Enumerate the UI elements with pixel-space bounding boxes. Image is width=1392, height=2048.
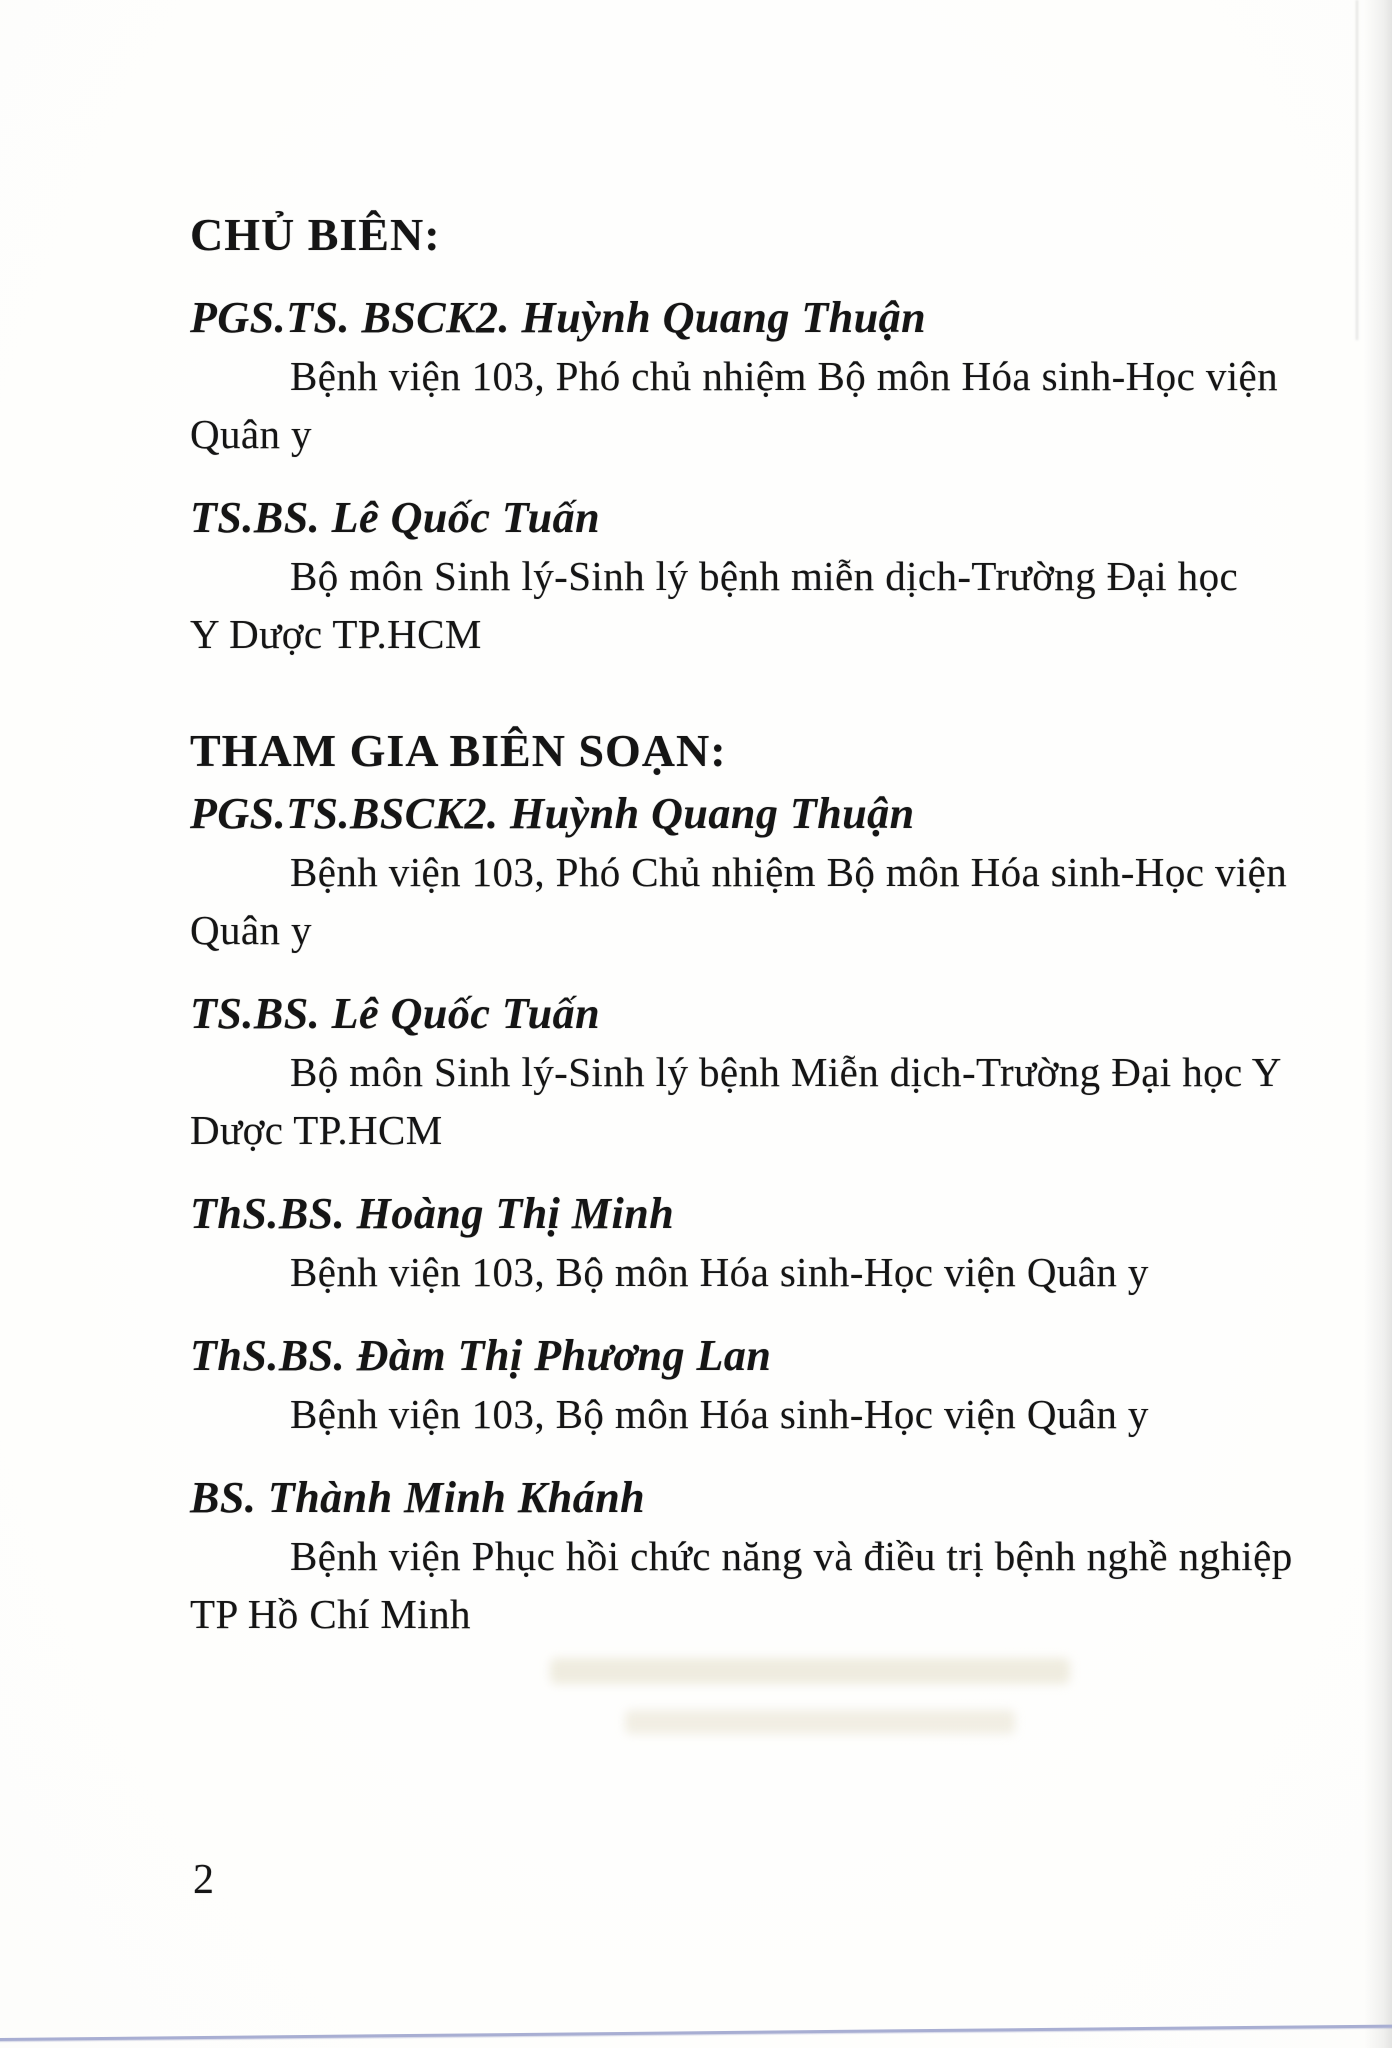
- author-name: TS.BS. Lê Quốc Tuấn: [190, 493, 601, 542]
- author-affiliation-line: Y Dược TP.HCM: [190, 611, 482, 657]
- author-affiliation-line: Bệnh viện 103, Phó Chủ nhiệm Bộ môn Hóa sinh-Học viện: [290, 849, 1288, 895]
- author-affiliation-line: Bộ môn Sinh lý-Sinh lý bệnh miễn dịch-Trường Đại học: [290, 553, 1239, 599]
- author-name: ThS.BS. Đàm Thị Phương Lan: [190, 1331, 772, 1380]
- author-entry: [190, 1327, 1370, 1443]
- author-name: ThS.BS. Hoàng Thị Minh: [190, 1189, 675, 1238]
- author-entry: [190, 289, 1370, 463]
- bleedthrough-ghost-text: [540, 1658, 1100, 1768]
- author-affiliation-line: Bệnh viện Phục hồi chức năng và điều trị bệnh nghề nghiệp: [290, 1533, 1293, 1579]
- author-affiliation-line: Bộ môn Sinh lý-Sinh lý bệnh Miễn dịch-Trường Đại học Y: [290, 1049, 1282, 1095]
- author-entry: [190, 985, 1370, 1159]
- author-name: TS.BS. Lê Quốc Tuấn: [190, 989, 601, 1038]
- section-heading: CHỦ BIÊN:: [190, 209, 441, 260]
- bleedthrough-line: [625, 1710, 1015, 1734]
- section-heading: THAM GIA BIÊN SOẠN:: [190, 725, 727, 776]
- author-affiliation-line: Quân y: [190, 907, 312, 953]
- author-entry: [190, 1469, 1370, 1643]
- author-affiliation-line: Bệnh viện 103, Bộ môn Hóa sinh-Học viện Quân y: [290, 1391, 1149, 1437]
- author-entry: [190, 1185, 1370, 1301]
- author-affiliation-line: TP Hồ Chí Minh: [190, 1591, 471, 1637]
- author-affiliation-line: Bệnh viện 103, Phó chủ nhiệm Bộ môn Hóa sinh-Học viện: [290, 353, 1279, 399]
- author-affiliation-line: Bệnh viện 103, Bộ môn Hóa sinh-Học viện Quân y: [290, 1249, 1149, 1295]
- author-name: PGS.TS. BSCK2. Huỳnh Quang Thuận: [190, 293, 927, 342]
- author-entry: [190, 489, 1370, 663]
- scan-bottom-edge-line: [0, 2025, 1392, 2041]
- author-entry: [190, 785, 1370, 959]
- bleedthrough-line: [550, 1658, 1070, 1684]
- scan-streak-artifact: [1356, 0, 1358, 340]
- scan-edge-shadow-right: [1364, 0, 1392, 2048]
- author-name: BS. Thành Minh Khánh: [190, 1473, 646, 1522]
- author-affiliation-line: Dược TP.HCM: [190, 1107, 443, 1153]
- page-number: 2: [193, 1857, 214, 1903]
- author-name: PGS.TS.BSCK2. Huỳnh Quang Thuận: [190, 789, 915, 838]
- author-affiliation-line: Quân y: [190, 411, 312, 457]
- credits-content: [190, 205, 1370, 1643]
